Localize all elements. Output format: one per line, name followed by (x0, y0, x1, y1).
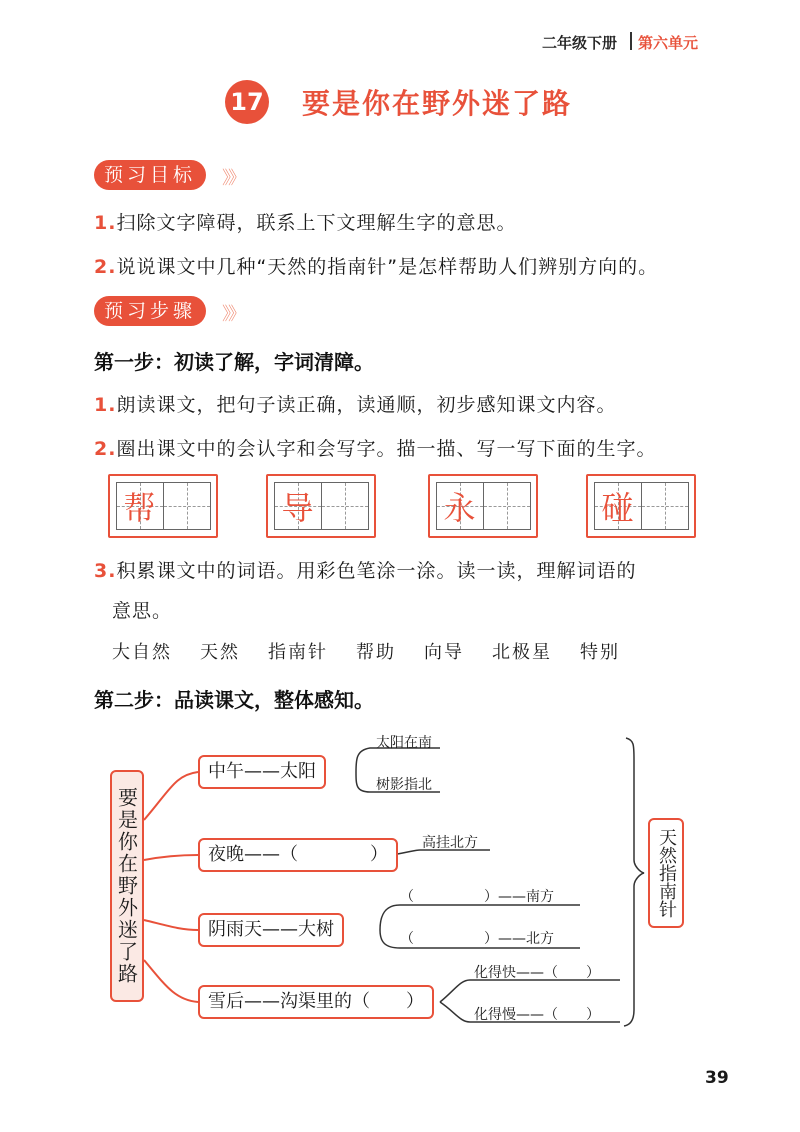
steps-arrows-icon: 》》 (222, 304, 243, 325)
header-grade: 二年级下册 (542, 34, 618, 52)
step1-title: 第一步：初读了解，字词清障。 (94, 350, 374, 374)
goals-arrows-icon: 》》 (222, 168, 243, 189)
goal-text: 说说课文中几种“天然的指南针”是怎样帮助人们辨别方向的。 (116, 256, 659, 278)
mindmap-branch-snow[interactable]: 雪后——沟渠里的（ ） (198, 985, 434, 1019)
vocab-word[interactable]: 帮助 (356, 642, 396, 663)
step1-item-number: 3. (94, 560, 117, 582)
goals-tag-label: 预习目标 (104, 164, 197, 186)
vocab-word[interactable]: 向导 (424, 642, 464, 663)
connector-root-rain (144, 920, 198, 930)
char-glyph: 帮 (123, 489, 156, 527)
lesson-title: 要是你在野外迷了路 (302, 87, 573, 120)
char-glyph: 永 (443, 489, 476, 527)
mindmap-leaf-blank[interactable]: （ ）——北方 (400, 931, 554, 947)
vocab-word[interactable]: 大自然 (112, 642, 172, 663)
connector-root-snow (144, 960, 198, 1002)
vocab-word[interactable]: 指南针 (268, 642, 328, 663)
goal-text: 扫除文字障碍，联系上下文理解生字的意思。 (116, 212, 517, 234)
step1-item-text: 圈出课文中的会认字和会写字。描一描、写一写下面的生字。 (116, 438, 657, 460)
vocab-word[interactable]: 特别 (580, 642, 620, 663)
mindmap-root: 要是你在野外迷了路 (110, 770, 144, 1002)
mindmap-leaf-blank[interactable]: 化得慢——（ ） (474, 1007, 600, 1023)
steps-tag-label: 预习步骤 (104, 300, 197, 322)
step1-item-number: 1. (94, 394, 117, 416)
vocab-word[interactable]: 天然 (200, 642, 240, 663)
mindmap-branch-rainy: 阴雨天——大树 (198, 913, 344, 947)
mindmap-leaf: 高挂北方 (422, 835, 478, 851)
mindmap-leaf: 树影指北 (376, 777, 432, 793)
mindmap-branch-night[interactable]: 夜晚——（ ） (198, 838, 398, 872)
lesson-number-badge: 17 (225, 80, 269, 124)
mindmap-summary-label: 天然指南针 (648, 818, 684, 928)
header-unit: 第六单元 (638, 34, 699, 52)
page-number: 39 (705, 1068, 729, 1088)
mindmap-leaf-blank[interactable]: （ ）——南方 (400, 889, 554, 905)
step2-title: 第二步：品读课文，整体感知。 (94, 688, 374, 712)
connector-root-noon (144, 772, 198, 820)
step1-item-number: 2. (94, 438, 117, 460)
mindmap-leaf-blank[interactable]: 化得快——（ ） (474, 965, 600, 981)
step1-item-text: 积累课文中的词语。用彩色笔涂一涂。读一读，理解词语的 (116, 560, 637, 582)
goal-number: 1. (94, 212, 117, 234)
step1-item-continuation: 意思。 (112, 600, 173, 622)
mindmap-leaf: 太阳在南 (376, 735, 432, 751)
vocab-word[interactable]: 北极星 (492, 642, 552, 663)
step1-item-text: 朗读课文，把句子读正确，读通顺，初步感知课文内容。 (116, 394, 617, 416)
char-glyph: 导 (281, 489, 314, 527)
goal-number: 2. (94, 256, 117, 278)
connector-root-night (144, 855, 198, 860)
bracket-right (624, 738, 644, 1026)
mindmap-branch-noon: 中午——太阳 (198, 755, 326, 789)
char-glyph: 碰 (601, 489, 634, 527)
